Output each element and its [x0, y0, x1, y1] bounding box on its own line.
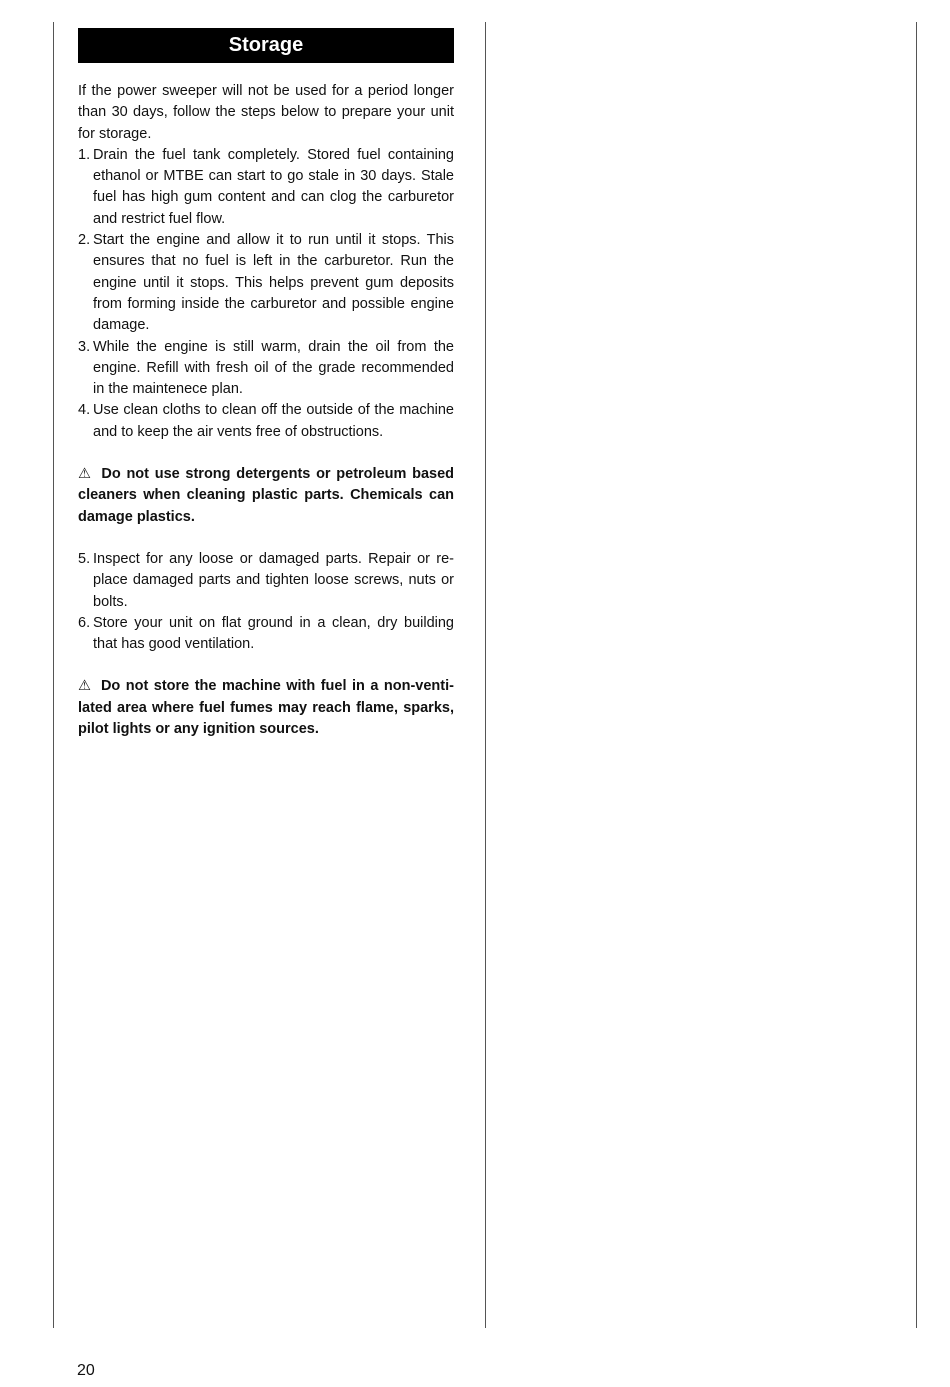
warning-triangle-icon: ⚠	[78, 678, 93, 695]
warning-text: Do not use strong detergents or petroleum based cleaners when cleaning plastic parts. Chemicals can damage plastics.	[78, 466, 454, 525]
steps-list-2	[78, 549, 454, 655]
list-item	[78, 400, 454, 443]
warning-triangle-icon: ⚠	[78, 466, 93, 483]
step-text: While the engine is still warm, drain the oil from the engine. Refill with fresh oil of the grade recommended in the maintenece plan.	[93, 338, 454, 398]
step-text: Start the engine and allow it to run until it stops. This ensures that no fuel is left in the carburetor. Run the engine until it stops. This helps prevent gum deposits from forming inside the carburetor and possible engine damage.	[93, 232, 454, 334]
step-number: 4.	[78, 402, 91, 419]
warning-fuel-storage	[78, 676, 454, 740]
step-text: Store your unit on flat ground in a clean, dry building that has good ventilation.	[93, 614, 454, 653]
list-item	[78, 145, 454, 230]
list-item	[78, 549, 454, 613]
warning-text: Do not store the machine with fuel in a non-ventilated area where fuel fumes may reach flame, sparks, pilot lights or any ignition sources.	[78, 678, 454, 738]
step-text: Drain the fuel tank completely. Stored fuel containing ethanol or MTBE can start to go stale in 30 days. Stale fuel has high gum content and can clog the carburetor and restrict fuel flow.	[93, 146, 454, 227]
step-number: 2.	[78, 232, 91, 249]
step-number: 3.	[78, 338, 91, 355]
page-number: 20	[77, 1362, 95, 1379]
list-item	[78, 337, 454, 401]
step-text: Use clean cloths to clean off the outside of the machine and to keep the air vents free of obstructions.	[93, 402, 454, 440]
warning-plastics	[78, 464, 454, 528]
center-column-rule	[485, 22, 486, 1328]
right-column-rule	[916, 22, 917, 1328]
left-column	[78, 28, 454, 761]
step-number: 1.	[78, 146, 91, 163]
section-title: Storage	[78, 28, 454, 63]
step-text: Inspect for any loose or damaged parts. Repair or replace damaged parts and tighten loose screws, nuts or bolts.	[93, 550, 454, 610]
step-number: 6.	[78, 614, 91, 631]
list-item	[78, 613, 454, 656]
steps-list-1	[78, 145, 454, 443]
step-number: 5.	[78, 550, 91, 567]
intro-paragraph: If the power sweeper will not be used for a period longer than 30 days, follow the steps below to prepare your unit for storage.	[78, 83, 454, 142]
left-column-rule	[53, 22, 54, 1328]
list-item	[78, 230, 454, 336]
